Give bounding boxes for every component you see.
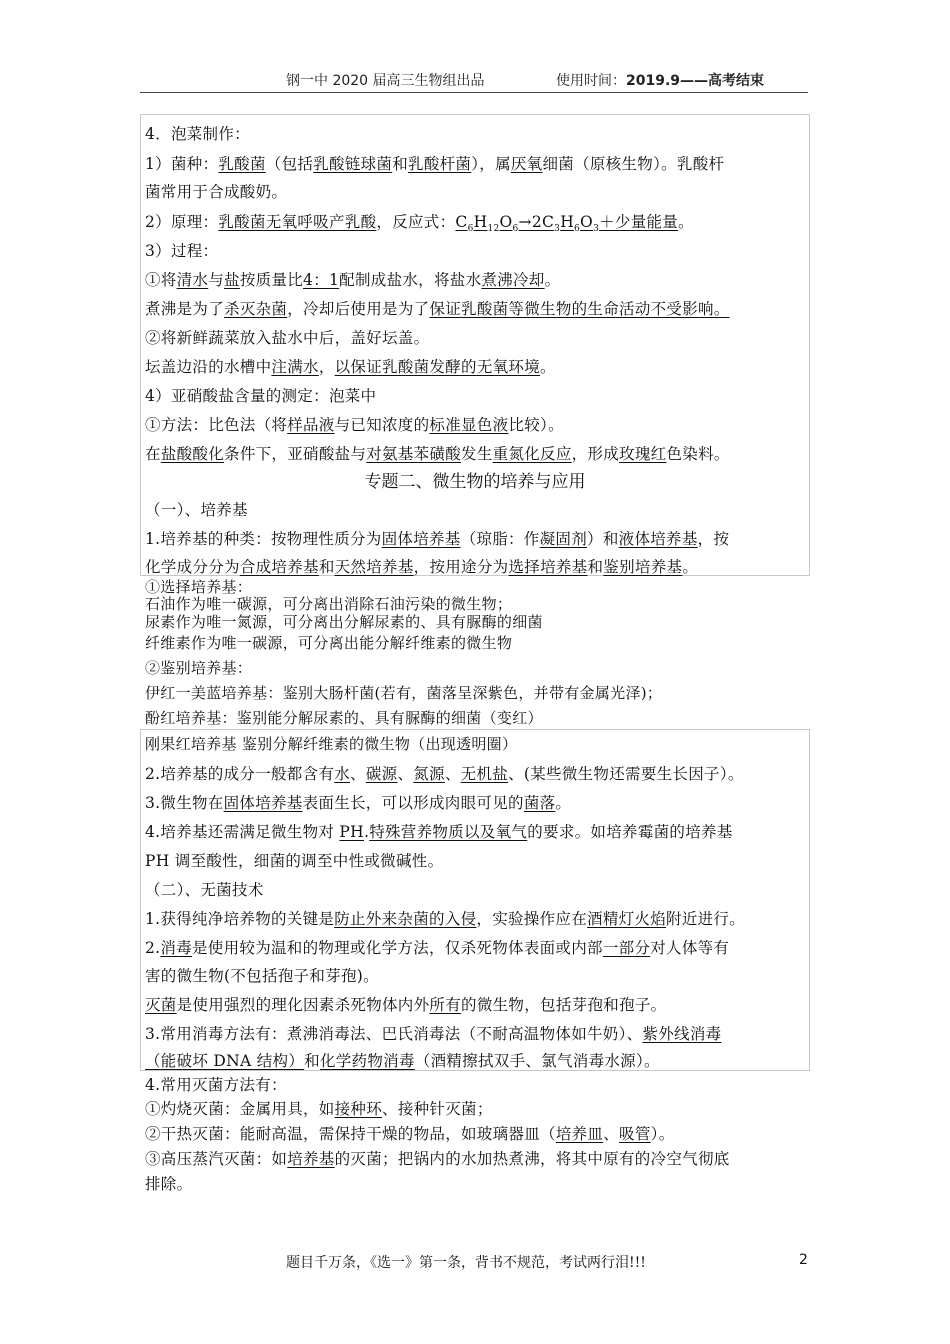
ph-requirement-line-2: PH 调至酸性，细菌的调至中性或微碱性。 — [145, 852, 444, 870]
kimchi-line-6: 煮沸是为了杀灭杂菌，冷却后使用是为了保证乳酸菌等微生物的生命活动不受影响。 — [145, 300, 730, 318]
page-header — [0, 70, 950, 90]
reaction-formula: $C_6H_{12}O_6\to 2C_3H_6O_3+$少量能量 — [455, 213, 679, 235]
kimchi-line-9: 4）亚硝酸盐含量的测定：泡菜中 — [145, 387, 377, 405]
kimchi-line-5: ①将清水与盐按质量比4：1配制成盐水，将盐水煮沸冷却。 — [145, 271, 561, 289]
colony-line: 3.微生物在固体培养基表面生长，可以形成肉眼可见的菌落。 — [145, 794, 572, 812]
kimchi-line-1: 1）菌种：乳酸菌（包括乳酸链球菌和乳酸杆菌），属厌氧细菌（原核生物）。乳酸杆 — [145, 155, 725, 173]
differential-medium-heading: ②鉴别培养基： — [145, 659, 253, 677]
sterilization-method-3-cont: 排除。 — [145, 1175, 193, 1193]
kimchi-line-10: ①方法：比色法（将样品液与已知浓度的标准显色液比较）。 — [145, 416, 564, 434]
medium-types-line-2: 化学成分分为合成培养基和天然培养基，按用途分为选择培养基和鉴别培养基。 — [145, 558, 699, 576]
medium-components-line: 2.培养基的成分一般都含有水、碳源、氮源、无机盐、(某些微生物还需要生长因子）。 — [145, 765, 744, 783]
footer-motto: 题目千万条，《选一》第一条，背书不规范，考试两行泪!!! — [286, 1255, 646, 1271]
disinfection-methods-line-1: 3.常用消毒方法有：煮沸消毒法、巴氏消毒法（不耐高温物体如牛奶）、紫外线消毒 — [145, 1025, 722, 1043]
disinfection-line-2: 害的微生物(不包括孢子和芽孢)。 — [145, 967, 379, 985]
header-left: 钢一中 2020 届高三生物组出品 — [286, 73, 485, 89]
disinfection-line-1: 2.消毒是使用较为温和的物理或化学方法，仅杀死物体表面或内部一部分对人体等有 — [145, 939, 730, 957]
congo-red-line: 刚果红培养基 鉴别分解纤维素的微生物（出现透明圈） — [145, 735, 518, 753]
sterilization-method-2: ②干热灭菌：能耐高温，需保持干燥的物品，如玻璃器皿（培养皿、吸管）。 — [145, 1125, 675, 1143]
kimchi-line-11: 在盐酸酸化条件下，亚硝酸盐与对氨基苯磺酸发生重氮化反应，形成玫瑰红色染料。 — [145, 445, 730, 463]
subsection-aseptic: （二）、无菌技术 — [145, 881, 264, 899]
header-rule — [140, 92, 808, 93]
kimchi-title: 4．泡菜制作： — [145, 125, 250, 143]
medium-types-line-1: 1.培养基的种类：按物理性质分为固体培养基（琼脂：作凝固剂）和液体培养基，按 — [145, 530, 730, 548]
header-right: 使用时间：2019.9——高考结束 — [556, 73, 765, 89]
ph-requirement-line-1: 4.培养基还需满足微生物对 PH.特殊营养物质以及氧气的要求。如培养霉菌的培养基 — [145, 823, 733, 841]
kimchi-line-2: 菌常用于合成酸奶。 — [145, 183, 288, 201]
section-title: 专题二、微生物的培养与应用 — [364, 472, 586, 492]
kimchi-line-3: 2）原理：乳酸菌无氧呼吸产乳酸，反应式：$C_6H_{12}O_6\to 2C_3H_6O_3+$少量能量。 — [145, 213, 694, 235]
differential-medium-item-2: 酚红培养基：鉴别能分解尿素的、具有脲酶的细菌（变红） — [145, 709, 543, 727]
sterilization-methods-heading: 4.常用灭菌方法有： — [145, 1076, 287, 1094]
selective-medium-heading: ①选择培养基： — [145, 578, 253, 596]
selective-medium-item-3: 纤维素作为唯一碳源，可分离出能分解纤维素的微生物 — [145, 634, 513, 652]
page-number: 2 — [799, 1252, 808, 1268]
subsection-medium: （一）、培养基 — [145, 501, 248, 519]
selective-medium-item-2: 尿素作为唯一氮源，可分离出分解尿素的、具有脲酶的细菌 — [145, 613, 543, 631]
differential-medium-item-1: 伊红一美蓝培养基：鉴别大肠杆菌(若有，菌落呈深紫色，并带有金属光泽)； — [145, 684, 663, 702]
sterilization-definition: 灭菌是使用强烈的理化因素杀死物体内外所有的微生物，包括芽孢和孢子。 — [145, 996, 667, 1014]
aseptic-line-1: 1.获得纯净培养物的关键是防止外来杂菌的入侵，实验操作应在酒精灯火焰附近进行。 — [145, 910, 746, 928]
disinfection-methods-line-2: （能破坏 DNA 结构）和化学药物消毒（酒精擦拭双手、氯气消毒水源）。 — [145, 1052, 660, 1070]
kimchi-line-7: ②将新鲜蔬菜放入盐水中后，盖好坛盖。 — [145, 329, 430, 347]
sterilization-method-3: ③高压蒸汽灭菌：如培养基的灭菌；把锅内的水加热煮沸，将其中原有的冷空气彻底 — [145, 1150, 730, 1168]
sterilization-method-1: ①灼烧灭菌：金属用具，如接种环、接种针灭菌； — [145, 1100, 493, 1118]
kimchi-line-4: 3）过程： — [145, 242, 219, 260]
kimchi-line-8: 坛盖边沿的水槽中注满水，以保证乳酸菌发酵的无氧环境。 — [145, 358, 556, 376]
selective-medium-item-1: 石油作为唯一碳源，可分离出消除石油污染的微生物； — [145, 595, 513, 613]
